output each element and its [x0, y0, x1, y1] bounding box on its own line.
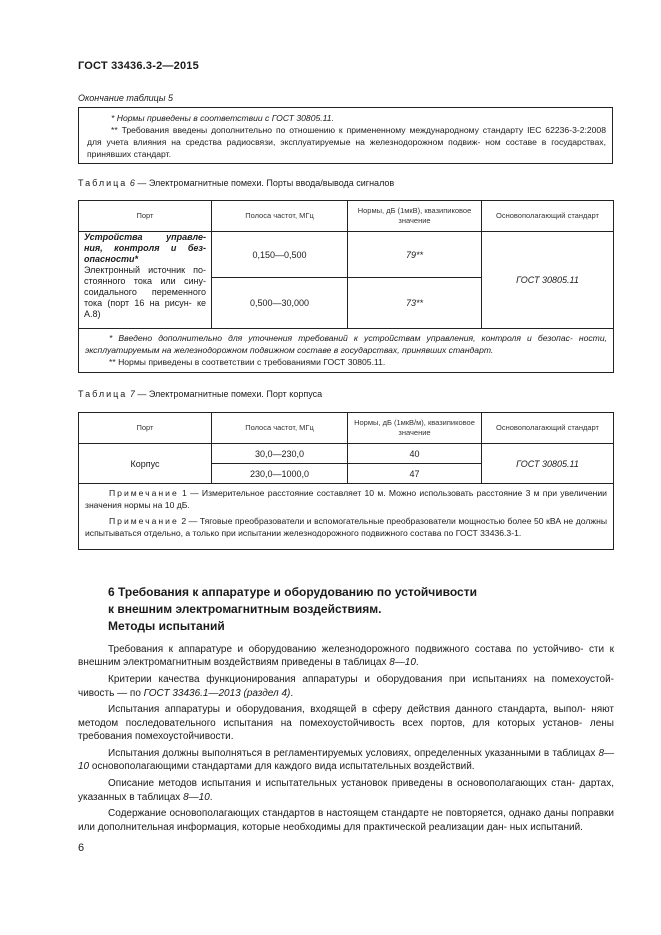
table7-header-standard: Основополагающий стандарт	[482, 413, 614, 444]
table7-header-norm: Нормы, дБ (1мкВ/м), квазипиковое значение	[348, 413, 482, 444]
table7-caption: Таблица 7 — Электромагнитные помехи. Порт корпуса	[78, 389, 323, 399]
table-row	[79, 444, 614, 464]
document-header: ГОСТ 33436.3-2—2015	[78, 60, 199, 72]
table7-note-row	[79, 484, 614, 550]
table7-header-port: Порт	[79, 413, 212, 444]
table-row	[79, 232, 614, 278]
table5-note-2: ** Требования введены дополнительно по отношению к примененному международному стандарту IEC 62236-3-2:2008 для учета влияния на средства радиосвязи, эксплуатируемые на железнодорожном подвиж- ном составе в государствах, принявших стандарт.	[87, 125, 606, 159]
table6-header-row	[79, 201, 614, 232]
table7	[78, 412, 614, 550]
table7-note-2: Примечание 2 — Тяговые преобразователи и вспомогательные преобразователи мощностью более 50 кВА не должны испытываться отдельно, а только при испытании железнодорожного подвижного состава по ГОСТ 33436.3-1.	[85, 516, 608, 538]
table6-footnote-row	[79, 329, 614, 373]
section-6-body	[78, 643, 614, 838]
paragraph: Описание методов испытания и испытательных установок приведены в основополагающих стан- дартах, указанных в таблицах 8—10.	[78, 778, 614, 803]
paragraph: Испытания аппаратуры и оборудования, входящей в сферу действия данного стандарта, выпол- няют методом последовательного испытания на помехоустойчивость всех портов, для которых установ- лены требования помехоустойчивости.	[78, 704, 614, 743]
table7-header-row	[79, 413, 614, 444]
table7-band-1: 30,0—230,0	[212, 444, 348, 464]
table7-header-band: Полоса частот, МГц	[212, 413, 348, 444]
table7-norm-1: 40	[348, 444, 482, 464]
table6-header-standard: Основополагающий стандарт	[482, 201, 614, 232]
table6-footnote-1: * Введено дополнительно для уточнения требований к устройствам управления, контроля и безопас- ности, эксплуатируемым на железнодорожном подвижном составе в государствах, принявших стандарт.	[85, 333, 607, 355]
table7-notes	[79, 484, 614, 550]
table6-header-band: Полоса частот, МГц	[212, 201, 348, 232]
paragraph: Содержание основополагающих стандартов в настоящем стандарте не повторяется, однако даны поправки или дополнительная информация, которые необходимы для практической реализации дан- ных испытаний.	[78, 808, 614, 833]
paragraph: Требования к аппаратуре и оборудованию железнодорожного подвижного состава по устойчиво- сти к внешним электромагнитным воздействиям приведены в таблицах 8—10.	[78, 644, 614, 669]
table7-norm-2: 47	[348, 464, 482, 484]
table6-norm-2: 73**	[348, 278, 482, 329]
paragraph: Критерии качества функционирования аппаратуры и оборудования при испытаниях на помехоустой- чивость — по ГОСТ 33436.1—2013 (раздел 4).	[78, 674, 614, 699]
table7-standard: ГОСТ 30805.11	[482, 444, 614, 484]
table6-band-2: 0,500—30,000	[212, 278, 348, 329]
page-number: 6	[78, 842, 85, 854]
table6-standard: ГОСТ 30805.11	[482, 232, 614, 329]
table6-port-description: Электронный источник по- стоянного тока или сину- соидального переменного тока (порт 16 на рисун- ке А.8)	[84, 265, 206, 319]
table6	[78, 200, 614, 373]
table7-port: Корпус	[79, 444, 212, 484]
table6-port-cell	[79, 232, 212, 329]
table7-note-1: Примечание 1 — Измерительное расстояние составляет 10 м. Можно использовать расстояние 3 м при увеличении значения нормы на 10 дБ.	[85, 488, 607, 510]
table6-footnotes	[79, 329, 614, 373]
table6-caption: Таблица 6 — Электромагнитные помехи. Порты ввода/вывода сигналов	[78, 178, 395, 188]
table-continuation-label: Окончание таблицы 5	[78, 93, 173, 103]
table6-header-norm: Нормы, дБ (1мкВ), квазипиковое значение	[348, 201, 482, 232]
table5-notes	[78, 107, 613, 164]
table5-note-1: * Нормы приведены в соответствии с ГОСТ 30805.11.	[111, 113, 334, 123]
table6-band-1: 0,150—0,500	[212, 232, 348, 278]
paragraph: Испытания должны выполняться в регламентируемых условиях, определенных указанными в таблицах 8—10 основополагающими стандартами для каждого вида испытательных воздействий.	[78, 748, 614, 773]
table6-port-title: Устройства управле- ния, контроля и без- опасности*	[84, 232, 206, 264]
table6-footnote-2: ** Нормы приведены в соответствии с требованиями ГОСТ 30805.11.	[109, 357, 386, 367]
table6-header-port: Порт	[79, 201, 212, 232]
table6-norm-1: 79**	[348, 232, 482, 278]
section-6-heading: 6 Требования к аппаратуре и оборудованию по устойчивости к внешним электромагнитным воздействиям. Методы испытаний	[108, 585, 477, 633]
table7-band-2: 230,0—1000,0	[212, 464, 348, 484]
